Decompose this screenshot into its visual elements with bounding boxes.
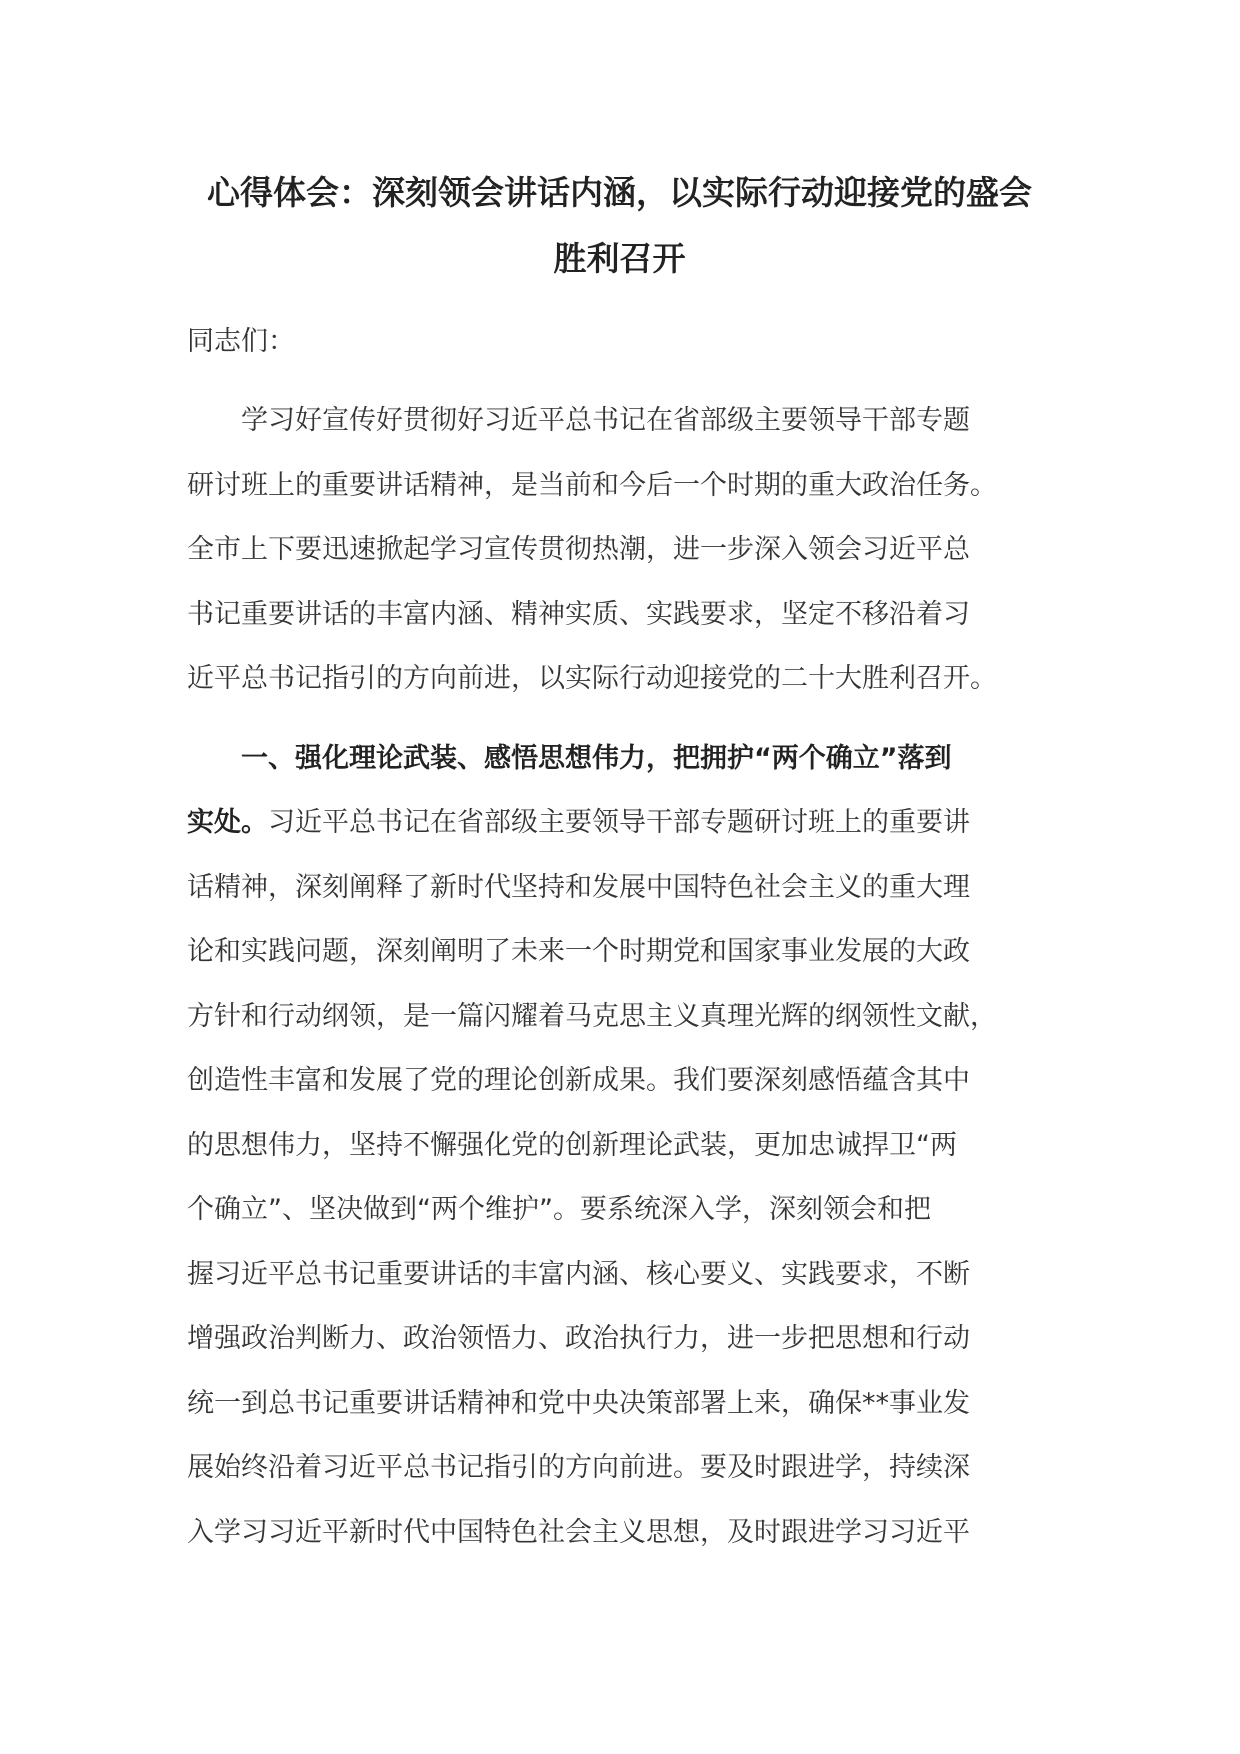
section-heading-1-end: 实处。	[187, 807, 268, 838]
paragraph-line: 研讨班上的重要讲话精神，是当前和今后一个时期的重大政治任务。	[187, 469, 997, 501]
salutation: 同志们：	[187, 326, 295, 357]
title-line-2: 胜利召开	[553, 239, 686, 278]
paragraph-line: 入学习习近平新时代中国特色社会主义思想，及时跟进学习习近平	[187, 1516, 970, 1548]
paragraph-line: 握习近平总书记重要讲话的丰富内涵、核心要义、实践要求，不断	[187, 1258, 970, 1290]
paragraph-line: 全市上下要迅速掀起学习宣传贯彻热潮，进一步深入领会习近平总	[187, 534, 970, 565]
paragraph-line: 个确立”、坚决做到“两个维护”。要系统深入学，深刻领会和把	[187, 1194, 931, 1225]
paragraph-line: 学习好宣传好贯彻好习近平总书记在省部级主要领导干部专题	[241, 405, 970, 436]
paragraph-line: 话精神，深刻阐释了新时代坚持和发展中国特色社会主义的重大理	[187, 871, 970, 903]
paragraph-line: 的思想伟力，坚持不懈强化党的创新理论武装，更加忠诚捍卫“两	[187, 1129, 957, 1161]
paragraph-line: 统一到总书记重要讲话精神和党中央决策部署上来，确保**事业发	[187, 1387, 970, 1419]
title-line-1: 心得体会：深刻领会讲话内涵，以实际行动迎接党的盛会	[207, 173, 1032, 212]
document-title	[187, 160, 1052, 292]
paragraph-line: 近平总书记指引的方向前进，以实际行动迎接党的二十大胜利召开。	[187, 663, 997, 694]
paragraph-line	[187, 791, 1052, 856]
paragraph-line: 创造性丰富和发展了党的理论创新成果。我们要深刻感悟蕴含其中	[187, 1065, 970, 1096]
section-heading-1: 一、强化理论武装、感悟思想伟力，把拥护“两个确立”落到	[241, 742, 952, 774]
paragraph-line: 增强政治判断力、政治领悟力、政治执行力，进一步把思想和行动	[187, 1323, 970, 1354]
paragraph-line: 论和实践问题，深刻阐明了未来一个时期党和国家事业发展的大政	[187, 936, 970, 967]
document-body	[187, 160, 1052, 1565]
paragraph-line: 书记重要讲话的丰富内涵、精神实质、实践要求，坚定不移沿着习	[187, 598, 970, 630]
paragraph-text: 习近平总书记在省部级主要领导干部专题研讨班上的重要讲	[268, 807, 970, 838]
paragraph-1	[187, 389, 1052, 712]
paragraph-2	[187, 727, 1052, 1566]
paragraph-line: 展始终沿着习近平总书记指引的方向前进。要及时跟进学，持续深	[187, 1452, 970, 1483]
paragraph-line: 方针和行动纲领，是一篇闪耀着马克思主义真理光辉的纲领性文献，	[187, 1000, 997, 1032]
